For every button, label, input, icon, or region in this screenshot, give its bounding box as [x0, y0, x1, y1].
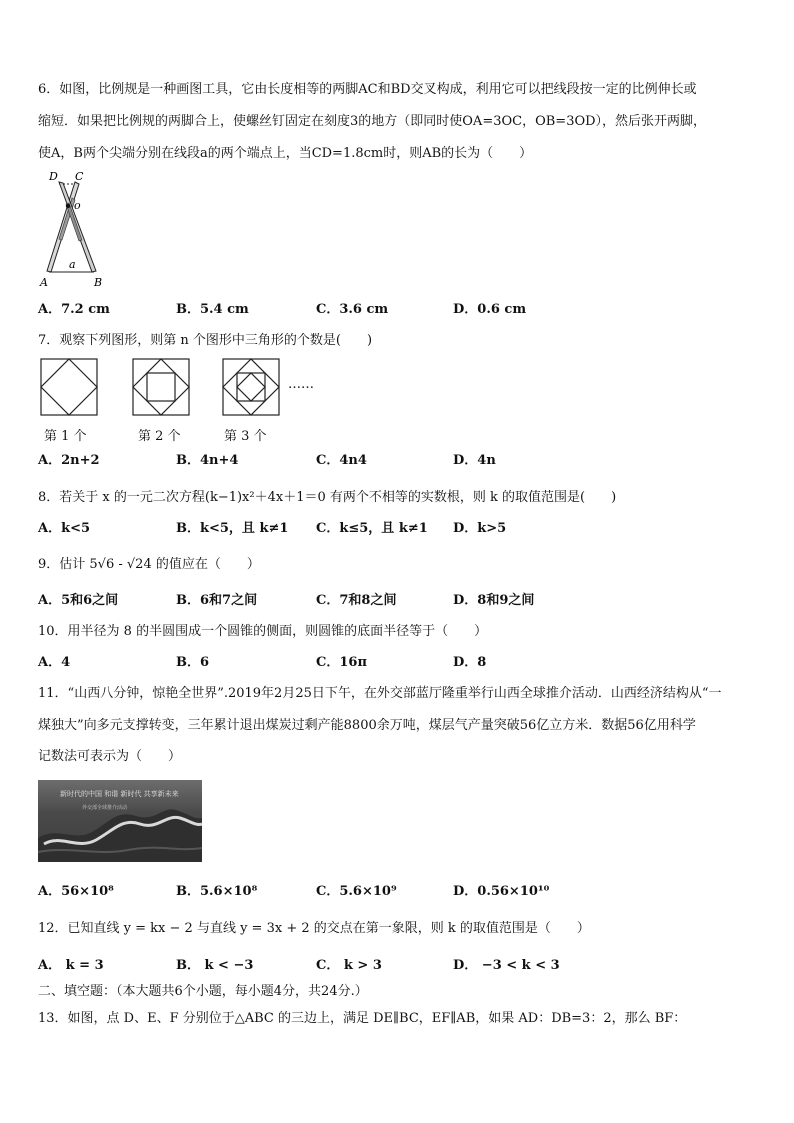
q11-option-c[interactable]: C．5.6×10⁹ [316, 884, 397, 899]
pattern-figure-3 [222, 358, 280, 416]
q10-option-d[interactable]: D．8 [453, 655, 487, 670]
q6-option-c[interactable]: C．3.6 cm [316, 302, 389, 317]
q12-option-d[interactable]: D． −3 < k < 3 [453, 958, 560, 973]
q8-stem: 8．若关于 x 的一元二次方程(k−1)x²＋4x＋1＝0 有两个不相等的实数根，则 k 的取值范围是( ) [38, 490, 617, 505]
q11-options [38, 883, 758, 901]
q11-option-b[interactable]: B．5.6×10⁸ [176, 884, 258, 899]
q10-options [38, 654, 758, 672]
q9-stem: 9．估计 5√6 - √24 的值应在（ ） [38, 557, 260, 572]
q8-option-a[interactable]: A．k<5 [38, 521, 91, 536]
pattern-ellipsis: …… [288, 377, 314, 392]
q10-option-a[interactable]: A．4 [38, 655, 71, 670]
pattern-caption-1: 第 1 个 [44, 429, 87, 444]
q11-option-d[interactable]: D．0.56×10¹⁰ [453, 884, 550, 899]
q9-options [38, 592, 758, 610]
label-D: D [49, 170, 58, 183]
q6-line-3: 使A，B两个尖端分别在线段a的两个端点上，当CD=1.8cm时，则AB的长为（ ） [38, 146, 533, 161]
q6-options [38, 301, 758, 319]
q12-option-b[interactable]: B． k < −3 [176, 958, 254, 973]
q10-option-b[interactable]: B．6 [176, 655, 210, 670]
q7-stem: 7．观察下列图形，则第 n 个图形中三角形的个数是( ) [38, 333, 373, 348]
q9-option-b[interactable]: B．6和7之间 [176, 593, 258, 608]
q7-options [38, 452, 758, 470]
q7-option-b[interactable]: B．4n+4 [176, 453, 239, 468]
q8-option-d[interactable]: D．k>5 [453, 521, 507, 536]
q12-option-a[interactable]: A． k = 3 [38, 958, 104, 973]
q9-option-c[interactable]: C．7和8之间 [316, 593, 397, 608]
label-O: o [74, 199, 81, 212]
q9-option-a[interactable]: A．5和6之间 [38, 593, 119, 608]
q6-option-b[interactable]: B．5.4 cm [176, 302, 249, 317]
q12-option-c[interactable]: C． k > 3 [316, 958, 382, 973]
section-2-heading: 二、填空题：（本大题共6个小题，每小题4分，共24分.） [38, 984, 368, 999]
q11-line-2: 煤独大”向多元支撑转变，三年累计退出煤炭过剩产能8800余万吨，煤层气产量突破56亿立方米．数据56亿用科学 [38, 718, 696, 733]
shanxi-promo-photo [38, 780, 202, 862]
photo-caption-sub: 外交部全球推介活动 [82, 805, 128, 811]
label-A: A [40, 276, 48, 289]
q8-options [38, 520, 758, 538]
q10-option-c[interactable]: C．16π [316, 655, 367, 670]
q12-stem: 12．已知直线 y = kx − 2 与直线 y = 3x + 2 的交点在第一象限，则 k 的取值范围是（ ） [38, 921, 590, 936]
q7-option-d[interactable]: D．4n [453, 453, 496, 468]
q11-line-3: 记数法可表示为（ ） [38, 749, 182, 764]
q11-option-a[interactable]: A．56×10⁸ [38, 884, 114, 899]
q7-option-a[interactable]: A．2n+2 [38, 453, 100, 468]
q13-stem: 13．如图，点 D、E、F 分别位于△ABC 的三边上，满足 DE∥BC，EF∥AB，如果 AD：DB=3：2，那么 BF： [38, 1011, 687, 1026]
label-C: C [75, 170, 84, 183]
pattern-caption-2: 第 2 个 [138, 429, 181, 444]
q6-line-1: 6．如图，比例规是一种画图工具，它由长度相等的两脚AC和BD交叉构成，利用它可以把线段按一定的比例伸长或 [38, 82, 697, 97]
q8-option-b[interactable]: B．k<5，且 k≠1 [176, 521, 289, 536]
q6-line-2: 缩短．如果把比例规的两脚合上，使螺丝钉固定在刻度3的地方（即同时使OA=3OC，OB=3OD），然后张开两脚， [38, 114, 707, 129]
q6-option-a[interactable]: A．7.2 cm [38, 302, 110, 317]
q9-option-d[interactable]: D．8和9之间 [453, 593, 535, 608]
pattern-figure-1 [40, 358, 98, 416]
q12-options [38, 957, 758, 975]
q6-option-d[interactable]: D．0.6 cm [453, 302, 527, 317]
label-B: B [94, 276, 103, 289]
q8-option-c[interactable]: C．k≤5，且 k≠1 [316, 521, 428, 536]
photo-caption-main: 新时代的中国 和谐 新时代 共享新未来 [60, 790, 179, 798]
q10-stem: 10．用半径为 8 的半圆围成一个圆锥的侧面，则圆锥的底面半径等于（ ） [38, 624, 488, 639]
q11-line-1: 11．“山西八分钟，惊艳全世界”.2019年2月25日下午，在外交部蓝厅隆重举行山西全球推介活动．山西经济结构从“一 [38, 686, 722, 701]
label-a: a [69, 258, 76, 271]
proportional-compass-figure [38, 168, 110, 290]
pattern-caption-3: 第 3 个 [224, 429, 267, 444]
q7-option-c[interactable]: C．4n4 [316, 453, 367, 468]
pattern-figure-2 [132, 358, 190, 416]
